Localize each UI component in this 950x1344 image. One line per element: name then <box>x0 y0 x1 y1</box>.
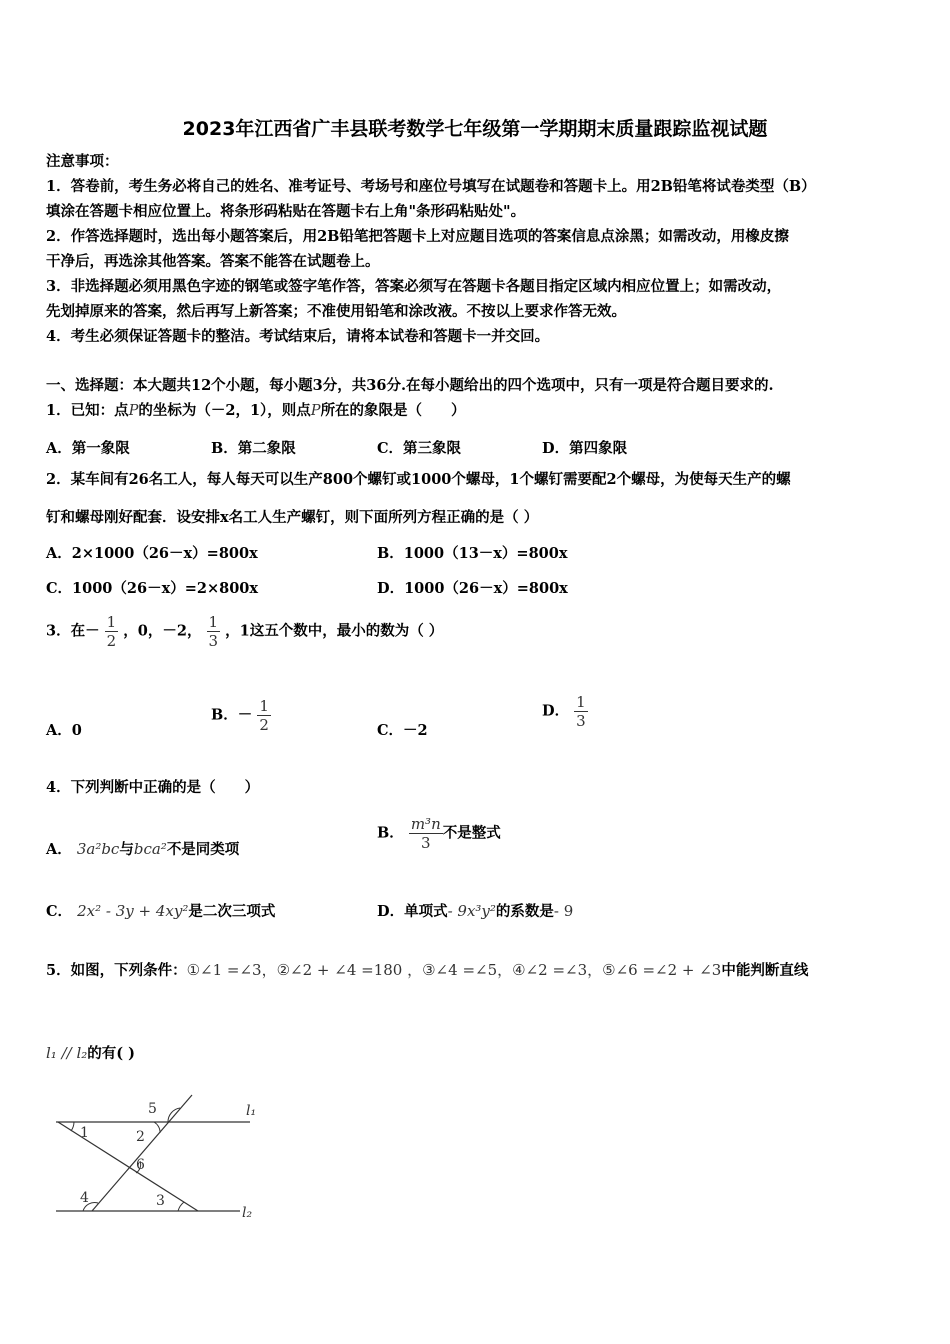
notice-line-1: 1．答卷前，考生务必将自己的姓名、准考证号、考场号和座位号填写在试题卷和答题卡上。用2B铅笔将试卷类型（B） <box>46 178 816 195</box>
q4-b-fraction: $\frac{\text{m³n}}{3}$ <box>410 815 441 852</box>
notice-line-5: 3．非选择题必须用黑色字迹的钢笔或签字笔作答，答案必须写在答题卡各题目指定区域内相应位置上；如需改动， <box>46 278 782 295</box>
q2-option-b: B．1000（13－x）=800x <box>377 545 568 562</box>
q4-stem: 4．下列判断中正确的是（ ） <box>46 779 260 796</box>
q3-middle: ，0，－2， <box>123 622 202 640</box>
q2-option-a: A．2×1000（26－x）=800x <box>46 545 258 562</box>
q2-option-c: C．1000（26－x）=2×800x <box>46 580 259 597</box>
q3-fraction-1: $\frac{1}{2}$ <box>106 613 117 650</box>
notice-line-6: 先划掉原来的答案，然后再写上新答案；不准使用铅笔和涂改液。不按以上要求作答无效。 <box>46 303 626 320</box>
q2-option-d: D．1000（26－x）=800x <box>377 580 568 597</box>
q3-option-c: C．－2 <box>377 722 428 739</box>
label-l2: l₂ <box>242 1205 253 1221</box>
q3-option-a: A．0 <box>46 722 82 739</box>
q1-option-b: B．第二象限 <box>211 440 296 457</box>
notice-line-2: 填涂在答题卡相应位置上。将条形码粘贴在答题卡右上角"条形码粘贴处"。 <box>46 203 526 220</box>
q4-c-expr: 2x² - 3y + 4xy² <box>77 902 189 920</box>
q2-stem-2: 钉和螺母刚好配套．设安排x名工人生产螺钉，则下面所列方程正确的是（ ） <box>46 509 539 526</box>
angle-label-6: 6 <box>136 1157 145 1173</box>
q1-stem-b: 的坐标为（－2，1），则点 <box>138 402 311 419</box>
q1-point-p2: P <box>310 403 321 419</box>
angle-label-4: 4 <box>80 1190 89 1206</box>
notice-line-7: 4．考生必须保证答题卡的整洁。考试结束后，请将本试卷和答题卡一并交回。 <box>46 328 550 345</box>
q4-a-expr-1: 3a²bc <box>76 840 120 858</box>
q4-a-expr-2: bca² <box>133 840 167 858</box>
notice-line-3: 2．作答选择题时，选出每小题答案后，用2B铅笔把答题卡上对应题目选项的答案信息点涂黑；如需改动，用橡皮擦 <box>46 228 789 245</box>
q2-stem-1: 2．某车间有26名工人，每人每天可以生产800个螺钉或1000个螺母，1个螺钉需要配2个螺母，为使每天生产的螺 <box>46 471 791 488</box>
section-heading: 一、选择题：本大题共12个小题，每小题3分，共36分.在每小题给出的四个选项中，只有一项是符合题目要求的. <box>46 377 774 394</box>
label-l1: l₁ <box>246 1103 257 1119</box>
q3-prefix: 3．在－ <box>46 622 100 640</box>
q3-option-b: B．－ $\frac{1}{2}$ <box>211 697 269 734</box>
q5-conditions: ①∠1 =∠3，②∠2 + ∠4 =180 ，③∠4 =∠5，④∠2 =∠3，⑤∠6 =∠2 + ∠3 <box>186 961 722 979</box>
q4-option-d: D．单项式- 9x³y²的系数是- 9 <box>377 902 574 920</box>
notice-line-4: 干净后，再选涂其他答案。答案不能答在试题卷上。 <box>46 253 380 270</box>
angle-label-5: 5 <box>148 1101 157 1117</box>
q1-option-a: A．第一象限 <box>46 440 130 457</box>
q3-option-d-fraction: $\frac{1}{3}$ <box>576 693 586 730</box>
q5-parallel-expr: l₁ // l₂ <box>46 1044 88 1062</box>
q1-option-c: C．第三象限 <box>377 440 462 457</box>
q3-suffix: ，1这五个数中，最小的数为（ ） <box>225 622 444 640</box>
q4-option-b: B． $\frac{\text{m³n}}{3}$ 不是整式 <box>377 815 501 852</box>
q1-stem-c: 所在的象限是（ ） <box>320 402 466 419</box>
q5-stem-line-2: l₁ // l₂的有( ) <box>46 1044 136 1062</box>
q5-figure <box>50 1093 270 1223</box>
q3-option-b-fraction: $\frac{1}{2}$ <box>259 697 269 734</box>
q4-option-a: A． 3a²bc与bca²不是同类项 <box>46 840 240 858</box>
q4-d-value: - 9 <box>553 902 574 920</box>
q3-option-d: D． $\frac{1}{3}$ <box>542 693 586 730</box>
notice-heading: 注意事项： <box>46 153 119 170</box>
q5-stem: 5．如图，下列条件：①∠1 =∠3，②∠2 + ∠4 =180 ，③∠4 =∠5，④∠2 =∠3，⑤∠6 =∠2 + ∠3中能判断直线 <box>46 961 809 979</box>
q3-fraction-2: $\frac{1}{3}$ <box>208 613 219 650</box>
q4-d-expr: - 9x³y² <box>447 902 496 920</box>
angle-label-1: 1 <box>80 1125 89 1141</box>
q4-option-c: C． 2x² - 3y + 4xy²是二次三项式 <box>46 902 276 920</box>
q1-stem-a: 1．已知：点 <box>46 402 129 419</box>
q1-point-p: P <box>128 403 139 419</box>
page-title: 2023年江西省广丰县联考数学七年级第一学期期末质量跟踪监视试题 <box>182 118 768 140</box>
q1-option-d: D．第四象限 <box>542 440 628 457</box>
transversal-1 <box>58 1122 198 1211</box>
angle-label-3: 3 <box>156 1193 165 1209</box>
angle-label-2: 2 <box>136 1129 145 1145</box>
q1-stem <box>46 401 466 421</box>
q3-stem <box>46 613 443 650</box>
